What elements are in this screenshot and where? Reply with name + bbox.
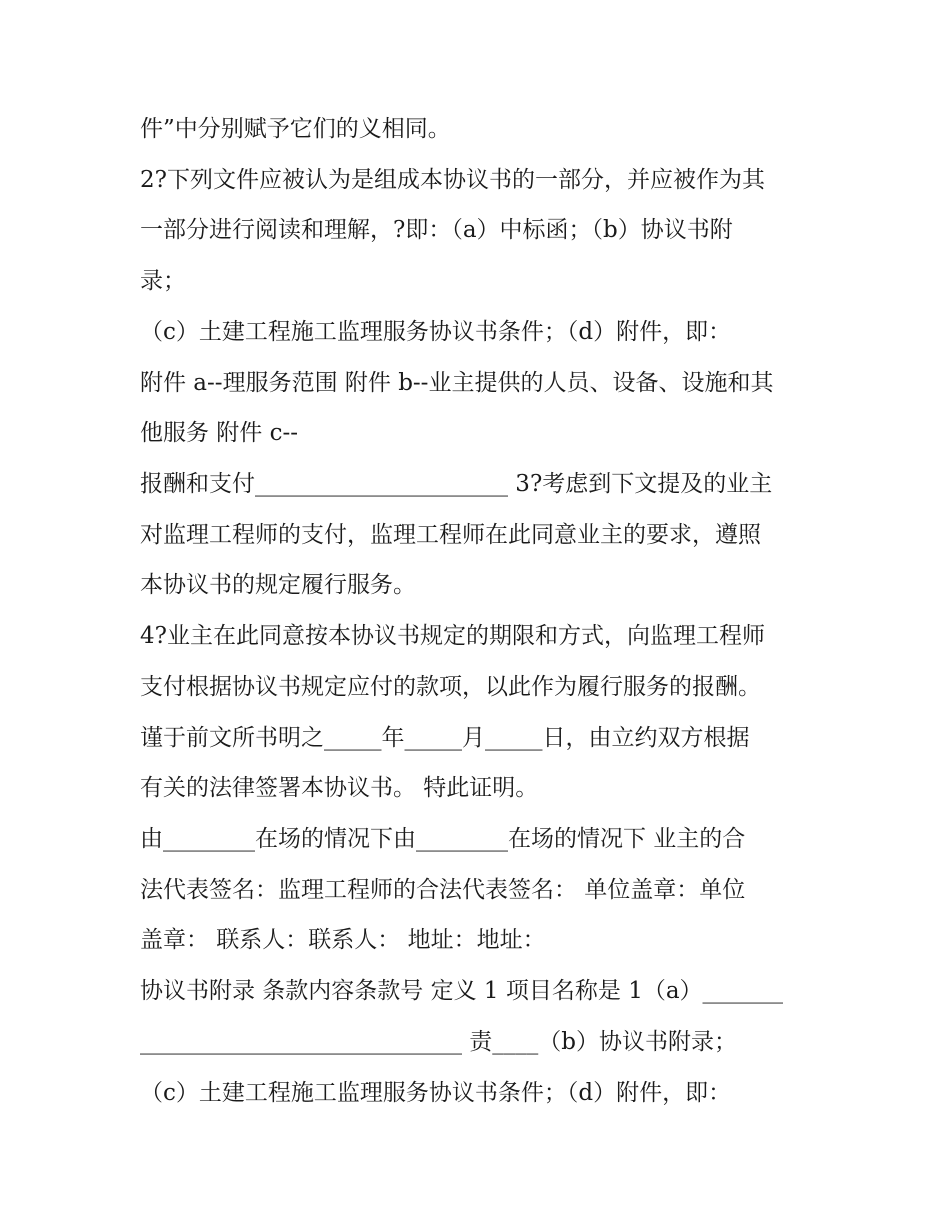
text-line: 他服务 附件 c--	[140, 420, 299, 446]
text-line: 谨于前文所书明之_____年_____月_____日，由立约双方根据	[140, 725, 750, 751]
text-line: 2?下列文件应被认为是组成本协议书的一部分，并应被作为其	[140, 167, 765, 193]
text-line: 协议书附录 条款内容条款号 定义 1 项目名称是 1（a）_______	[140, 978, 784, 1004]
text-line: 由________在场的情况下由________在场的情况下 业主的合	[140, 826, 746, 852]
text-line: 法代表签名：监理工程师的合法代表签名： 单位盖章：单位	[140, 877, 746, 903]
text-line: 对监理工程师的支付，监理工程师在此同意业主的要求，遵照	[140, 522, 761, 548]
text-line: 一部分进行阅读和理解，?即：（a）中标函；（b）协议书附	[140, 217, 733, 243]
text-line: 支付根据协议书规定应付的款项，以此作为履行服务的报酬。	[140, 674, 761, 700]
text-line: 有关的法律签署本协议书。 特此证明。	[140, 775, 539, 801]
text-line: 4?业主在此同意按本协议书规定的期限和方式，向监理工程师	[140, 623, 765, 649]
text-line: 录；	[140, 268, 186, 294]
text-line: 件”中分别赋予它们的义相同。	[140, 116, 451, 142]
text-line: （c）土建工程施工监理服务协议书条件；（d）附件，即：	[140, 1080, 732, 1106]
text-line: ____________________________ 责____（b）协议书附录；	[140, 1029, 738, 1055]
text-line: （c）土建工程施工监理服务协议书条件；（d）附件，即：	[140, 319, 732, 345]
text-line: 本协议书的规定履行服务。	[140, 572, 416, 598]
text-line: 报酬和支付______________________ 3?考虑到下文提及的业主	[140, 471, 773, 497]
text-line: 盖章： 联系人：联系人： 地址：地址：	[140, 927, 546, 953]
text-line: 附件 a--理服务范围 附件 b--业主提供的人员、设备、设施和其	[140, 370, 774, 396]
